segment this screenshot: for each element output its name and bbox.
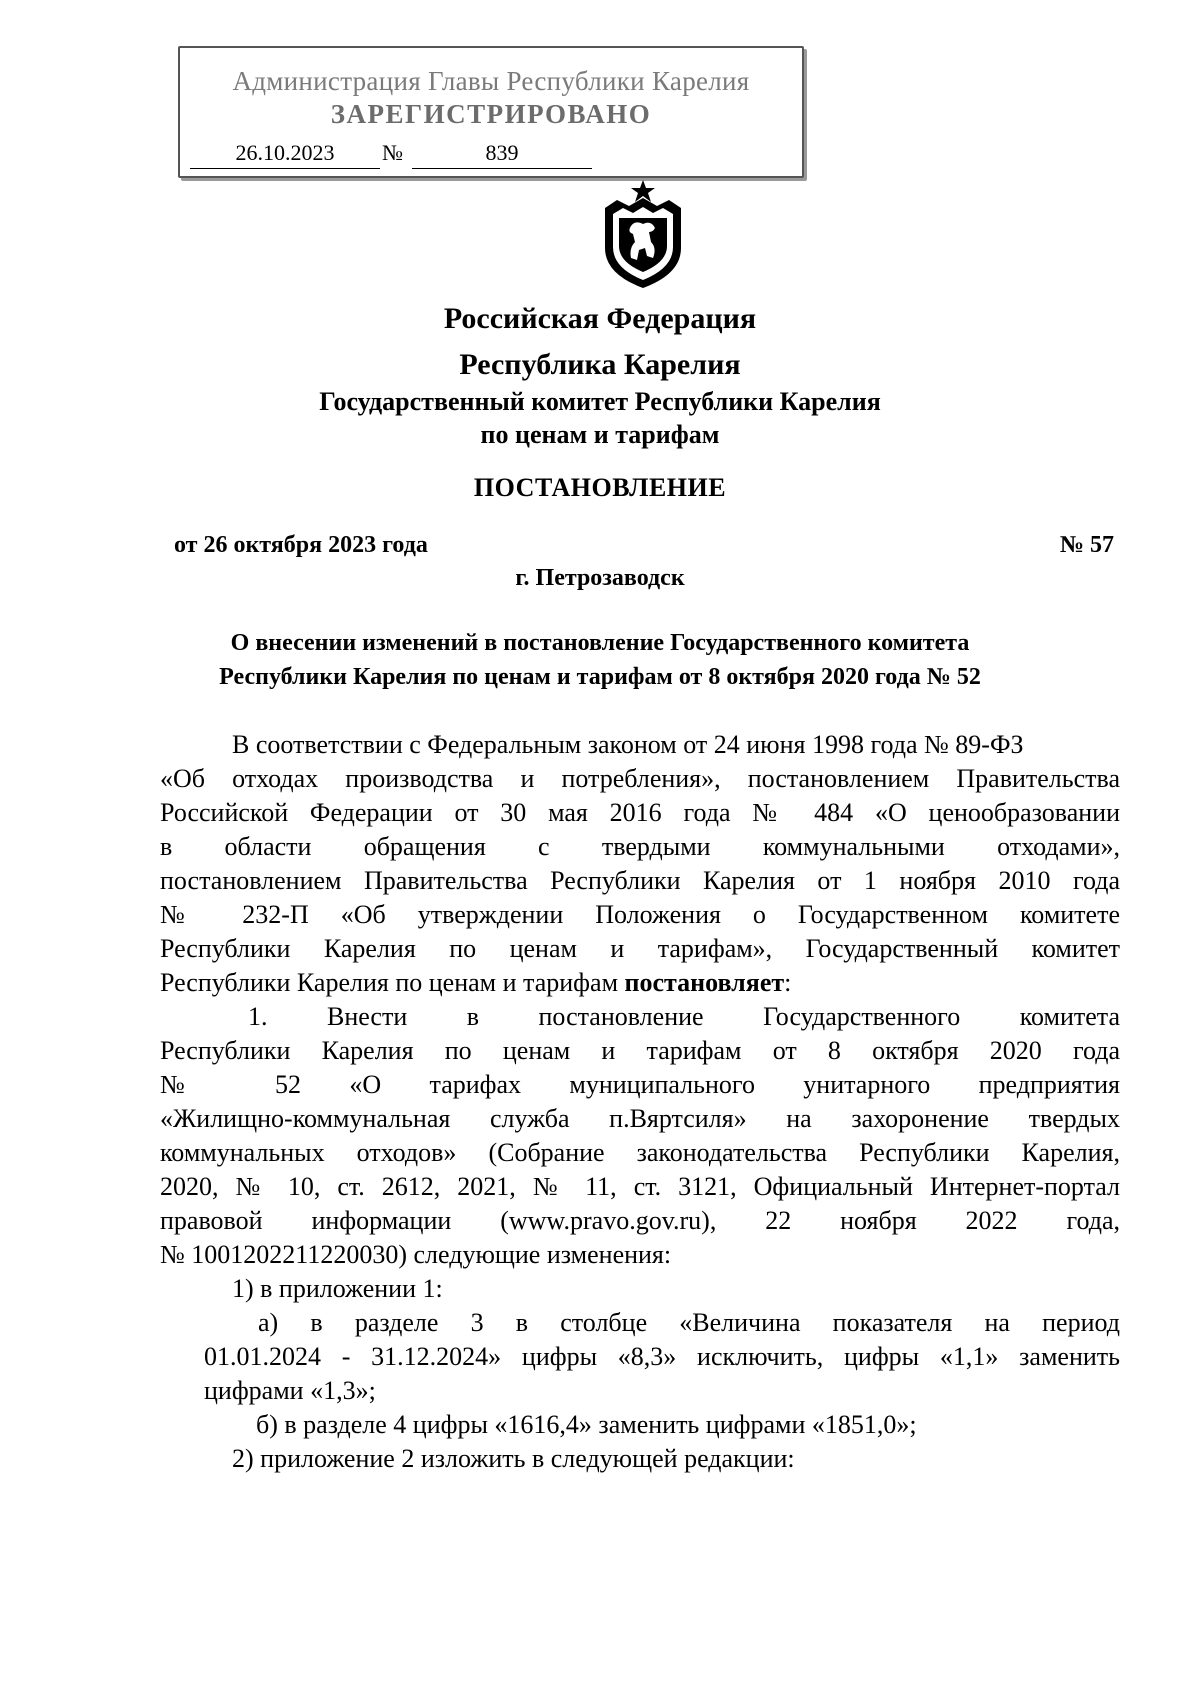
body-line: Республики Карелия по ценам и тарифам», Государственный комитет xyxy=(160,934,1120,963)
body-line: 1) в приложении 1: xyxy=(232,1274,443,1303)
stamp-authority: Администрация Главы Республики Карелия xyxy=(232,66,750,96)
body-line: Российской Федерации от 30 мая 2016 года № 484 «О ценообразовании xyxy=(160,798,1120,827)
body-text: Республики Карелия по ценам и тарифам xyxy=(160,968,619,997)
body-line: «Жилищно-коммунальная служба п.Вяртсиля» на захоронение твердых xyxy=(160,1104,1120,1133)
heading-committee-cont: по ценам и тарифам xyxy=(480,420,720,449)
resolves-word: постановляет xyxy=(624,968,785,997)
coat-of-arms-icon xyxy=(595,178,691,290)
body-line: Республики Карелия по ценам и тарифам от 8 октября 2020 года xyxy=(160,1036,1120,1065)
body-line: правовой информации (www.pravo.gov.ru), 22 ноября 2022 года, xyxy=(160,1206,1120,1235)
document-title-line: О внесении изменений в постановление Государственного комитета xyxy=(230,630,970,656)
body-line: В соответствии с Федеральным законом от 24 июня 1998 года № 89-ФЗ xyxy=(232,730,1024,759)
body-line: № 232-П «Об утверждении Положения о Государственном комитете xyxy=(160,900,1120,929)
body-line: постановлением Правительства Республики Карелия от 1 ноября 2010 года xyxy=(160,866,1120,895)
body-line: № 52 «О тарифах муниципального унитарного предприятия xyxy=(160,1070,1120,1099)
body-line: а) в разделе 3 в столбце «Величина показателя на период xyxy=(258,1308,1120,1337)
body-line: коммунальных отходов» (Собрание законодательства Республики Карелия, xyxy=(160,1138,1120,1167)
document-city: г. Петрозаводск xyxy=(515,565,685,591)
document-title-line: Республики Карелия по ценам и тарифам от 8 октября 2020 года № 52 xyxy=(219,664,981,690)
body-line: «Об отходах производства и потребления», постановлением Правительства xyxy=(160,764,1120,793)
body-line: 1. Внести в постановление Государственного комитета xyxy=(248,1002,1120,1031)
stamp-registered: ЗАРЕГИСТРИРОВАНО xyxy=(330,99,652,129)
stamp-number: 839 xyxy=(412,138,592,169)
stamp-number-label: № xyxy=(382,140,403,165)
body-line: 2020, № 10, ст. 2612, 2021, № 11, ст. 3121, Официальный Интернет-портал xyxy=(160,1172,1120,1201)
body-line: б) в разделе 4 цифры «1616,4» заменить цифрами «1851,0»; xyxy=(256,1410,917,1439)
body-line: в области обращения с твердыми коммунальными отходами», xyxy=(160,832,1120,861)
heading-republic: Республика Карелия xyxy=(459,348,741,381)
body-line: № 1001202211220030) следующие изменения: xyxy=(160,1240,672,1269)
stamp-date: 26.10.2023 xyxy=(190,138,380,169)
document-type: ПОСТАНОВЛЕНИЕ xyxy=(473,473,727,502)
resolves-colon: : xyxy=(784,968,792,997)
registration-stamp xyxy=(178,46,804,178)
body-line: 2) приложение 2 изложить в следующей редакции: xyxy=(232,1444,795,1473)
body-line: цифрами «1,3»; xyxy=(204,1376,376,1405)
body-line-resolution xyxy=(160,966,791,1000)
heading-committee: Государственный комитет Республики Карелия xyxy=(319,387,881,416)
heading-federation: Российская Федерация xyxy=(443,302,757,335)
document-date: от 26 октября 2023 года xyxy=(174,532,428,558)
body-line: 01.01.2024 - 31.12.2024» цифры «8,3» исключить, цифры «1,1» заменить xyxy=(204,1342,1120,1371)
document-number: № 57 xyxy=(1059,532,1114,558)
